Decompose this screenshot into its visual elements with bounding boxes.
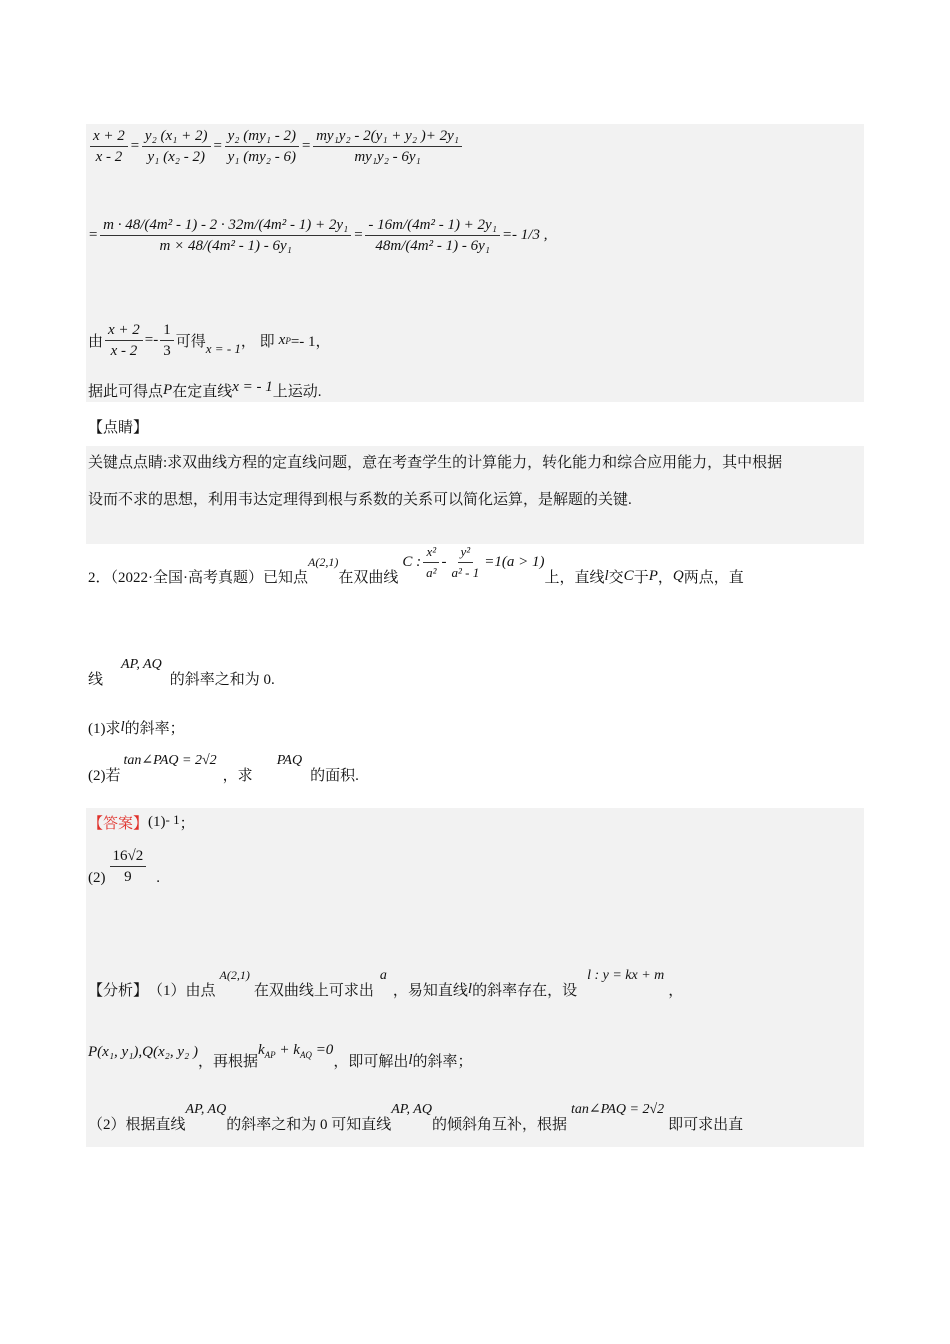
equation-2: = $\frac{\text{m · 48/(4m² - 1) - 2 · 32m/(4m² - 1) + 2y₁}}{\text{m × 48/(4m² - 1) - 6y₁}}$ = $\frac{\text{- 16m/(4m² - 1) + 2y₁}}{\text{48m/(4m² - 1) - 6y₁}}$ =- 1/3 , <box>88 217 548 254</box>
math: - 1 <box>165 811 180 827</box>
math: PAQ <box>276 752 303 768</box>
frac-den: 3 <box>163 343 171 359</box>
frac-num: y₂ (x₁ + 2) <box>142 126 211 147</box>
math: l <box>120 719 125 735</box>
math: C : <box>402 554 422 570</box>
equals-sign: = <box>300 138 312 154</box>
text: 的斜率存在，设 <box>472 983 578 999</box>
frac-num: x + 2 <box>105 320 143 341</box>
eq2-rhs: =- 1/3 , <box>501 227 548 243</box>
text: (2)若 <box>88 768 121 784</box>
frac-num: 1 <box>160 320 174 341</box>
math: AP, AQ <box>391 1101 432 1117</box>
question-2-part-1 <box>88 717 185 738</box>
math: l : y = kx + m <box>587 967 665 983</box>
text: ，易知直线 <box>392 983 468 999</box>
question-2-line-2 <box>88 656 275 689</box>
answer-line-2 <box>88 846 160 887</box>
text: 的斜率； <box>124 721 185 737</box>
text: 据此可得点 <box>88 384 164 400</box>
math: tan∠PAQ = 2√2 <box>123 753 217 768</box>
fraction <box>142 126 211 167</box>
math: Q <box>672 568 684 584</box>
math: C <box>623 568 634 584</box>
math: x = - 1 <box>232 379 273 395</box>
frac-den: a² <box>426 565 437 580</box>
text: 于 <box>633 570 649 586</box>
math: A(2,1) <box>219 968 250 982</box>
text: 的斜率； <box>412 1054 473 1070</box>
math: AP <box>264 1049 276 1060</box>
line-4 <box>88 380 322 401</box>
text: ，即可解出 <box>333 1054 409 1070</box>
math: P <box>648 568 658 584</box>
text: 由 <box>88 334 104 350</box>
frac-num: y² <box>458 542 474 563</box>
math: k <box>257 1041 265 1058</box>
text: 的面积. <box>310 768 359 784</box>
equals-sign: = <box>129 138 140 154</box>
equals-sign: = <box>212 138 223 154</box>
frac-num: x² <box>423 542 439 563</box>
dianjing-label: 【点睛】 <box>88 420 149 436</box>
dianjing-line: 关键点点睛:求双曲线方程的定直线问题，意在考查学生的计算能力，转化能力和综合应用能力，其中根据 <box>88 455 783 471</box>
math: x <box>278 332 286 348</box>
math: AP, AQ <box>185 1101 227 1117</box>
math: =- 1， <box>290 334 331 350</box>
math: AQ <box>299 1049 312 1060</box>
text: ，求 <box>222 768 253 784</box>
text: 的斜率之和为 0 可知直线 <box>226 1117 392 1133</box>
equation-1 <box>88 126 464 167</box>
text: 可得 <box>175 334 206 350</box>
frac-den: 9 <box>124 869 132 885</box>
math: P <box>163 382 173 398</box>
math: AP, AQ <box>121 656 162 672</box>
text: ， <box>657 570 673 586</box>
answer-label: 【答案】 <box>88 816 149 832</box>
eq2-mid-den: 48m/(4m² - 1) - 6y₁ <box>375 238 490 254</box>
math: - <box>441 554 447 570</box>
text: 的倾斜角互补，根据 <box>431 1117 567 1133</box>
math: + k <box>275 1041 300 1058</box>
text: ， <box>668 983 684 999</box>
frac-num: y₂ (my₁ - 2) <box>225 126 299 147</box>
dianjing-line: 设而不求的思想，利用韦达定理得到根与系数的关系可以简化运算，是解题的关键. <box>88 492 632 508</box>
frac-den: x - 2 <box>95 149 123 165</box>
answer-line-1 <box>88 812 195 833</box>
text: . <box>156 870 160 886</box>
text: =- <box>144 332 159 348</box>
analysis-line-2 <box>88 1041 473 1071</box>
text: ，再根据 <box>197 1054 258 1070</box>
text: 上，直线 <box>544 570 605 586</box>
math: tan∠PAQ = 2√2 <box>570 1102 665 1117</box>
frac-den: x - 2 <box>110 343 138 359</box>
math: =1(a > 1) <box>484 554 545 570</box>
eq2-mid-num: - 16m/(4m² - 1) + 2y₁ <box>365 215 500 236</box>
math: A(2,1) <box>308 555 339 569</box>
text: 即可求出直 <box>668 1117 744 1133</box>
text: ； <box>179 816 195 832</box>
text: 在定直线 <box>172 384 233 400</box>
text: 的斜率之和为 0. <box>169 672 275 688</box>
math: l <box>408 1052 413 1068</box>
line-3 <box>88 320 331 361</box>
analysis-label: 【分析】 <box>88 983 149 999</box>
math: =0 <box>311 1041 334 1058</box>
text: 在双曲线 <box>338 570 399 586</box>
math: l <box>604 568 609 584</box>
question-2-line-1 <box>88 544 744 597</box>
math: x = - 1 <box>205 340 241 356</box>
text: 在双曲线上可求出 <box>253 983 374 999</box>
answer-block <box>86 808 864 1147</box>
text: 两点，直 <box>683 570 744 586</box>
math: P <box>285 335 291 346</box>
frac-den: y₁ (my₂ - 6) <box>227 149 296 165</box>
text: ， 即 <box>240 334 275 350</box>
frac-num: 16√2 <box>110 846 147 867</box>
text: 交 <box>608 570 624 586</box>
fraction <box>90 126 128 167</box>
frac-den: y₁ (x₂ - 2) <box>147 149 205 165</box>
math: a <box>379 967 387 983</box>
analysis-line-1 <box>88 967 684 1000</box>
question-2-part-2 <box>88 752 359 785</box>
eq2-lhs-den: m × 48/(4m² - 1) - 6y₁ <box>159 238 292 254</box>
analysis-line-3 <box>88 1101 744 1134</box>
frac-num: x + 2 <box>90 126 128 147</box>
frac-den: a² - 1 <box>451 565 480 580</box>
fraction <box>313 126 462 167</box>
text: (1)求 <box>88 721 121 737</box>
text: 上运动. <box>272 384 322 400</box>
frac-num: my₁y₂ - 2(y₁ + y₂ )+ 2y₁ <box>313 126 462 147</box>
text: (2) <box>88 870 106 886</box>
text: （2）根据直线 <box>88 1117 186 1133</box>
text: 2．（2022·全国·高考真题）已知点 <box>88 570 308 586</box>
math: P(x₁, y₁),Q(x₂, y₂ ) <box>88 1044 198 1060</box>
text: 线 <box>88 672 104 688</box>
frac-den: my₁y₂ - 6y₁ <box>354 149 421 165</box>
math: l <box>467 981 473 997</box>
text: （1）由点 <box>148 983 216 999</box>
fraction <box>225 126 299 167</box>
eq2-lhs-num: m · 48/(4m² - 1) - 2 · 32m/(4m² - 1) + 2y₁ <box>100 215 351 236</box>
text: (1) <box>148 814 166 830</box>
